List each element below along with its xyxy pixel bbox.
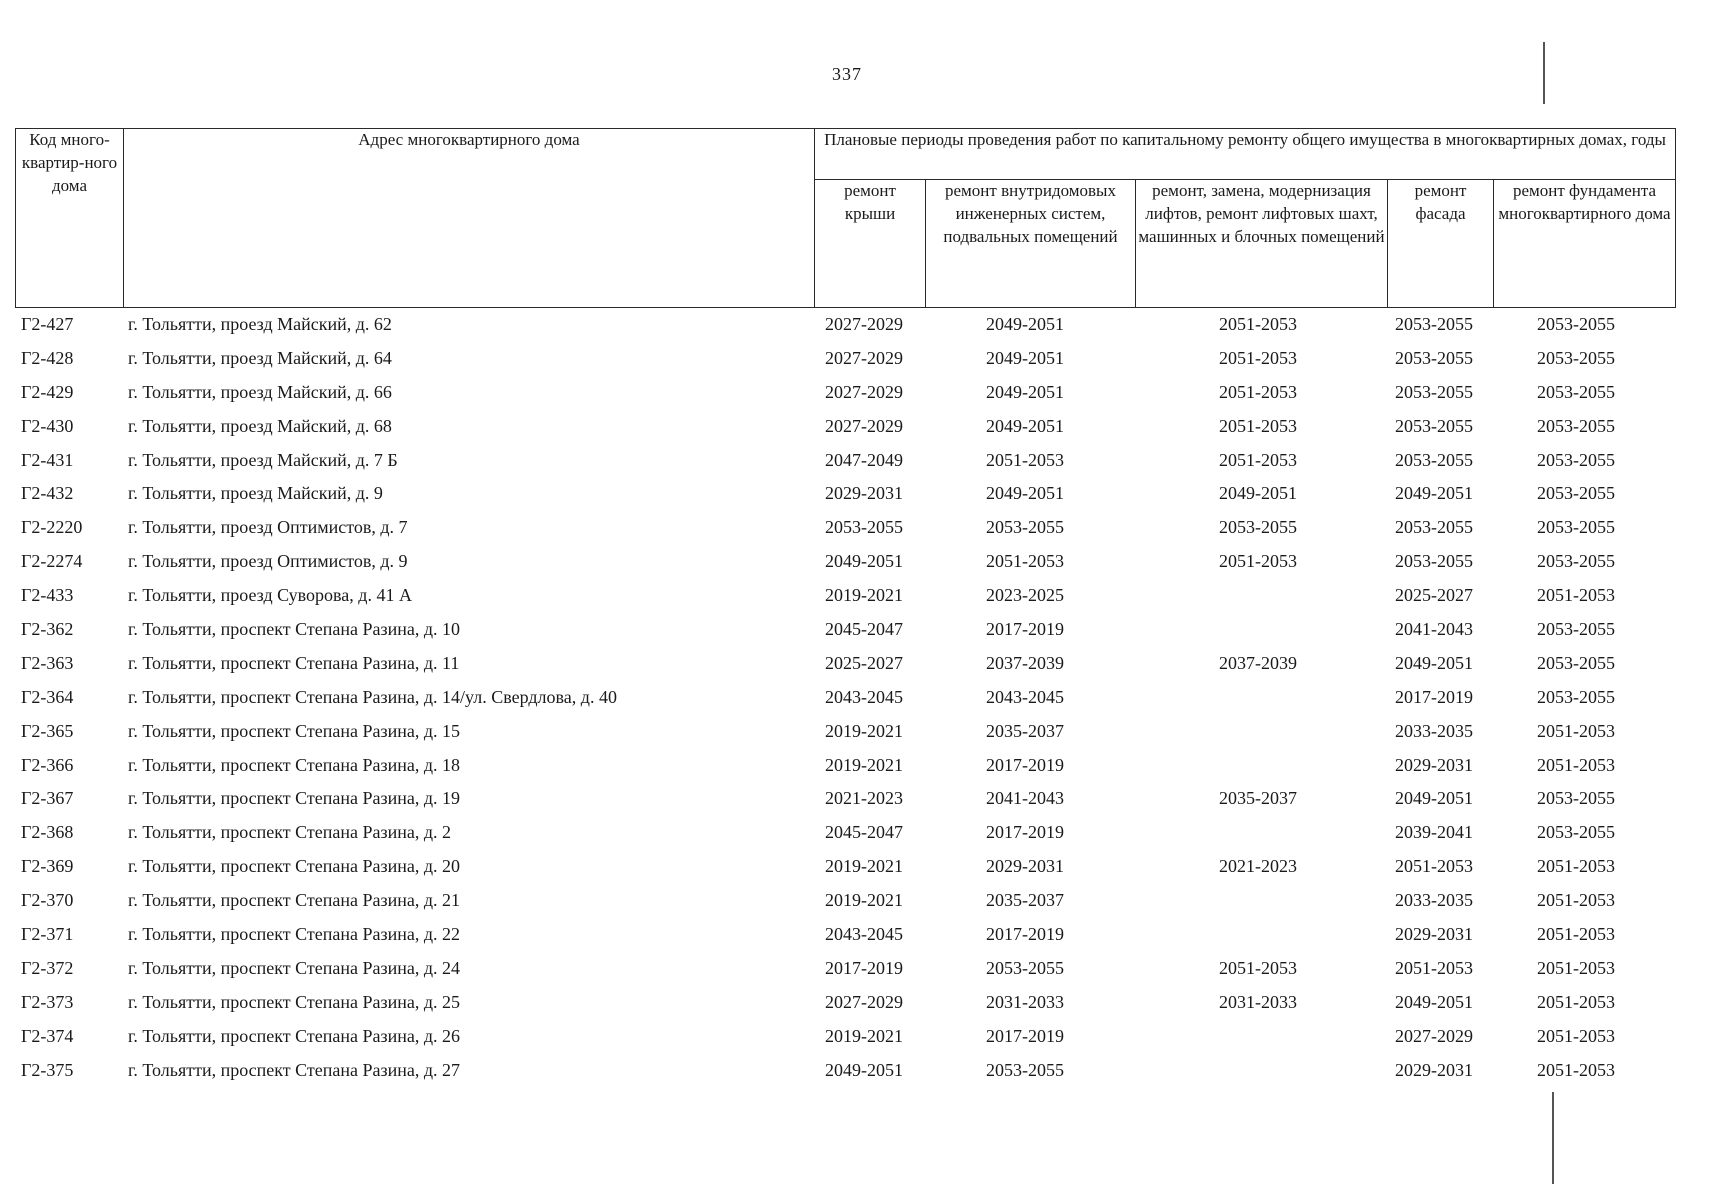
cell-foundation: 2051-2053 (1537, 924, 1615, 945)
table-row (15, 649, 1675, 683)
cell-address: г. Тольятти, проезд Майский, д. 9 (128, 483, 383, 504)
cell-code: Г2-369 (21, 856, 74, 877)
cell-roof: 2021-2023 (825, 788, 903, 809)
table-row (15, 581, 1675, 615)
table-row (15, 1056, 1675, 1090)
cell-code: Г2-365 (21, 720, 74, 741)
cell-code: Г2-375 (21, 1059, 74, 1080)
cell-engineering: 2053-2055 (986, 957, 1064, 978)
cell-facade: 2025-2027 (1395, 585, 1473, 606)
cell-facade: 2053-2055 (1395, 415, 1473, 436)
cell-engineering: 2035-2037 (986, 890, 1064, 911)
cell-code: Г2-427 (21, 314, 74, 334)
cell-facade: 2027-2029 (1395, 1025, 1473, 1046)
cell-lifts: 2051-2053 (1219, 551, 1297, 572)
page-number: 337 (832, 64, 862, 84)
cell-roof: 2045-2047 (825, 619, 903, 640)
cell-code: Г2-432 (21, 483, 74, 504)
cell-code: Г2-2220 (21, 517, 83, 538)
cell-foundation: 2051-2053 (1537, 890, 1615, 911)
header-foundation: ремонт фундамента многоквартирного дома (1494, 180, 1676, 308)
cell-code: Г2-366 (21, 754, 74, 775)
cell-foundation: 2051-2053 (1537, 957, 1615, 978)
cell-engineering: 2049-2051 (986, 347, 1064, 368)
header-roof: ремонт крыши (815, 180, 926, 308)
cell-lifts: 2031-2033 (1219, 991, 1297, 1012)
cell-roof: 2043-2045 (825, 924, 903, 945)
cell-facade: 2053-2055 (1395, 381, 1473, 402)
table-row (15, 378, 1675, 412)
cell-address: г. Тольятти, проспект Степана Разина, д. 24 (128, 957, 461, 978)
cell-facade: 2053-2055 (1395, 347, 1473, 368)
cell-engineering: 2017-2019 (986, 619, 1064, 640)
cell-roof: 2029-2031 (825, 483, 903, 504)
table-row (15, 547, 1675, 581)
table-row (15, 818, 1675, 852)
cell-foundation: 2051-2053 (1537, 720, 1615, 741)
cell-code: Г2-370 (21, 890, 74, 911)
cell-foundation: 2053-2055 (1537, 517, 1615, 538)
cell-address: г. Тольятти, проезд Майский, д. 62 (128, 314, 392, 334)
cell-foundation: 2051-2053 (1537, 856, 1615, 877)
cell-foundation: 2051-2053 (1537, 991, 1615, 1012)
cell-facade: 2049-2051 (1395, 788, 1473, 809)
table-row (15, 852, 1675, 886)
cell-lifts: 2051-2053 (1219, 449, 1297, 470)
cell-address: г. Тольятти, проспект Степана Разина, д. 15 (128, 720, 461, 741)
cell-engineering: 2053-2055 (986, 1059, 1064, 1080)
cell-address: г. Тольятти, проспект Степана Разина, д. 25 (128, 991, 461, 1012)
cell-facade: 2053-2055 (1395, 517, 1473, 538)
scan-artifact-line (1543, 42, 1545, 104)
cell-facade: 2051-2053 (1395, 856, 1473, 877)
cell-roof: 2019-2021 (825, 585, 903, 606)
cell-code: Г2-430 (21, 415, 74, 436)
cell-foundation: 2051-2053 (1537, 1025, 1615, 1046)
cell-foundation: 2053-2055 (1537, 415, 1615, 436)
cell-roof: 2053-2055 (825, 517, 903, 538)
cell-code: Г2-428 (21, 347, 74, 368)
cell-roof: 2027-2029 (825, 415, 903, 436)
table-row (15, 412, 1675, 446)
cell-foundation: 2053-2055 (1537, 551, 1615, 572)
cell-code: Г2-374 (21, 1025, 74, 1046)
cell-roof: 2049-2051 (825, 1059, 903, 1080)
cell-lifts: 2035-2037 (1219, 788, 1297, 809)
cell-roof: 2017-2019 (825, 957, 903, 978)
header-periods: Плановые периоды проведения работ по капитальному ремонту общего имущества в многоквартирных домах, годы (815, 129, 1676, 180)
cell-code: Г2-364 (21, 686, 74, 707)
cell-code: Г2-367 (21, 788, 74, 809)
cell-engineering: 2053-2055 (986, 517, 1064, 538)
cell-engineering: 2051-2053 (986, 551, 1064, 572)
cell-address: г. Тольятти, проспект Степана Разина, д. 26 (128, 1025, 461, 1046)
cell-address: г. Тольятти, проезд Майский, д. 64 (128, 347, 392, 368)
cell-address: г. Тольятти, проспект Степана Разина, д. 18 (128, 754, 461, 775)
cell-address: г. Тольятти, проезд Суворова, д. 41 А (128, 585, 412, 606)
header-lifts: ремонт, замена, модернизация лифтов, ремонт лифтовых шахт, машинных и блочных помещений (1136, 180, 1388, 308)
cell-code: Г2-2274 (21, 551, 83, 572)
cell-facade: 2053-2055 (1395, 449, 1473, 470)
cell-address: г. Тольятти, проезд Майский, д. 7 Б (128, 449, 398, 470)
cell-lifts: 2051-2053 (1219, 957, 1297, 978)
cell-roof: 2049-2051 (825, 551, 903, 572)
cell-engineering: 2017-2019 (986, 1025, 1064, 1046)
cell-roof: 2027-2029 (825, 381, 903, 402)
cell-facade: 2017-2019 (1395, 686, 1473, 707)
cell-engineering: 2051-2053 (986, 449, 1064, 470)
cell-code: Г2-429 (21, 381, 74, 402)
table-row (15, 344, 1675, 378)
table-row (15, 751, 1675, 785)
cell-foundation: 2053-2055 (1537, 483, 1615, 504)
header-facade: ремонт фасада (1388, 180, 1494, 308)
cell-foundation: 2053-2055 (1537, 822, 1615, 843)
cell-roof: 2025-2027 (825, 652, 903, 673)
table-row (15, 446, 1675, 480)
table-body (15, 310, 1675, 1089)
table-row (15, 886, 1675, 920)
cell-lifts: 2051-2053 (1219, 415, 1297, 436)
cell-code: Г2-371 (21, 924, 74, 945)
cell-roof: 2043-2045 (825, 686, 903, 707)
table-row (15, 310, 1675, 344)
cell-address: г. Тольятти, проезд Майский, д. 68 (128, 415, 392, 436)
cell-facade: 2029-2031 (1395, 924, 1473, 945)
cell-facade: 2049-2051 (1395, 991, 1473, 1012)
cell-foundation: 2051-2053 (1537, 754, 1615, 775)
cell-foundation: 2051-2053 (1537, 585, 1615, 606)
cell-facade: 2033-2035 (1395, 720, 1473, 741)
header-address: Адрес многоквартирного дома (124, 129, 815, 308)
cell-lifts: 2051-2053 (1219, 347, 1297, 368)
cell-foundation: 2053-2055 (1537, 788, 1615, 809)
cell-roof: 2027-2029 (825, 347, 903, 368)
cell-engineering: 2031-2033 (986, 991, 1064, 1012)
cell-facade: 2029-2031 (1395, 1059, 1473, 1080)
table-row (15, 954, 1675, 988)
cell-facade: 2049-2051 (1395, 652, 1473, 673)
cell-code: Г2-433 (21, 585, 74, 606)
table-header (15, 128, 1676, 308)
cell-facade: 2051-2053 (1395, 957, 1473, 978)
table-row (15, 683, 1675, 717)
cell-facade: 2041-2043 (1395, 619, 1473, 640)
cell-address: г. Тольятти, проспект Степана Разина, д. 11 (128, 652, 460, 673)
cell-facade: 2053-2055 (1395, 551, 1473, 572)
cell-engineering: 2035-2037 (986, 720, 1064, 741)
cell-address: г. Тольятти, проезд Майский, д. 66 (128, 381, 392, 402)
table-row (15, 988, 1675, 1022)
cell-lifts: 2053-2055 (1219, 517, 1297, 538)
header-code: Код много-квартир-ного дома (16, 129, 124, 308)
cell-engineering: 2037-2039 (986, 652, 1064, 673)
cell-engineering: 2023-2025 (986, 585, 1064, 606)
cell-engineering: 2049-2051 (986, 415, 1064, 436)
cell-address: г. Тольятти, проспект Степана Разина, д. 20 (128, 856, 461, 877)
cell-address: г. Тольятти, проспект Степана Разина, д. 22 (128, 924, 461, 945)
cell-engineering: 2049-2051 (986, 483, 1064, 504)
table-row (15, 1022, 1675, 1056)
table-row (15, 784, 1675, 818)
cell-roof: 2027-2029 (825, 314, 903, 334)
table-row (15, 920, 1675, 954)
cell-engineering: 2017-2019 (986, 924, 1064, 945)
cell-foundation: 2053-2055 (1537, 619, 1615, 640)
table-row (15, 479, 1675, 513)
table-row (15, 717, 1675, 751)
cell-code: Г2-368 (21, 822, 74, 843)
cell-engineering: 2049-2051 (986, 314, 1064, 334)
cell-address: г. Тольятти, проспект Степана Разина, д. 10 (128, 619, 461, 640)
cell-facade: 2029-2031 (1395, 754, 1473, 775)
cell-engineering: 2043-2045 (986, 686, 1064, 707)
table-row (15, 513, 1675, 547)
cell-address: г. Тольятти, проезд Оптимистов, д. 9 (128, 551, 408, 572)
cell-address: г. Тольятти, проспект Степана Разина, д. 19 (128, 788, 461, 809)
cell-roof: 2019-2021 (825, 1025, 903, 1046)
cell-facade: 2049-2051 (1395, 483, 1473, 504)
cell-code: Г2-372 (21, 957, 74, 978)
cell-foundation: 2053-2055 (1537, 652, 1615, 673)
cell-lifts: 2037-2039 (1219, 652, 1297, 673)
cell-foundation: 2053-2055 (1537, 314, 1615, 334)
scan-artifact-line (1552, 1092, 1554, 1184)
cell-lifts: 2051-2053 (1219, 314, 1297, 334)
cell-lifts: 2051-2053 (1219, 381, 1297, 402)
cell-facade: 2033-2035 (1395, 890, 1473, 911)
cell-address: г. Тольятти, проезд Оптимистов, д. 7 (128, 517, 408, 538)
cell-roof: 2045-2047 (825, 822, 903, 843)
cell-roof: 2027-2029 (825, 991, 903, 1012)
cell-facade: 2053-2055 (1395, 314, 1473, 334)
cell-code: Г2-362 (21, 619, 74, 640)
cell-foundation: 2053-2055 (1537, 381, 1615, 402)
cell-engineering: 2017-2019 (986, 822, 1064, 843)
cell-roof: 2019-2021 (825, 856, 903, 877)
cell-address: г. Тольятти, проспект Степана Разина, д. 14/ул. Свердлова, д. 40 (128, 686, 617, 707)
cell-engineering: 2029-2031 (986, 856, 1064, 877)
cell-code: Г2-431 (21, 449, 74, 470)
cell-address: г. Тольятти, проспект Степана Разина, д. 2 (128, 822, 452, 843)
cell-facade: 2039-2041 (1395, 822, 1473, 843)
cell-address: г. Тольятти, проспект Степана Разина, д. 21 (128, 890, 461, 911)
cell-address: г. Тольятти, проспект Степана Разина, д. 27 (128, 1059, 461, 1080)
cell-code: Г2-373 (21, 991, 74, 1012)
cell-engineering: 2017-2019 (986, 754, 1064, 775)
cell-foundation: 2053-2055 (1537, 347, 1615, 368)
header-engineering: ремонт внутридомовых инженерных систем, подвальных помещений (926, 180, 1136, 308)
cell-lifts: 2049-2051 (1219, 483, 1297, 504)
table-row (15, 615, 1675, 649)
cell-engineering: 2041-2043 (986, 788, 1064, 809)
cell-code: Г2-363 (21, 652, 74, 673)
cell-lifts: 2021-2023 (1219, 856, 1297, 877)
cell-foundation: 2053-2055 (1537, 686, 1615, 707)
cell-engineering: 2049-2051 (986, 381, 1064, 402)
cell-roof: 2019-2021 (825, 754, 903, 775)
cell-roof: 2019-2021 (825, 720, 903, 741)
cell-foundation: 2051-2053 (1537, 1059, 1615, 1080)
cell-roof: 2047-2049 (825, 449, 903, 470)
cell-foundation: 2053-2055 (1537, 449, 1615, 470)
cell-roof: 2019-2021 (825, 890, 903, 911)
